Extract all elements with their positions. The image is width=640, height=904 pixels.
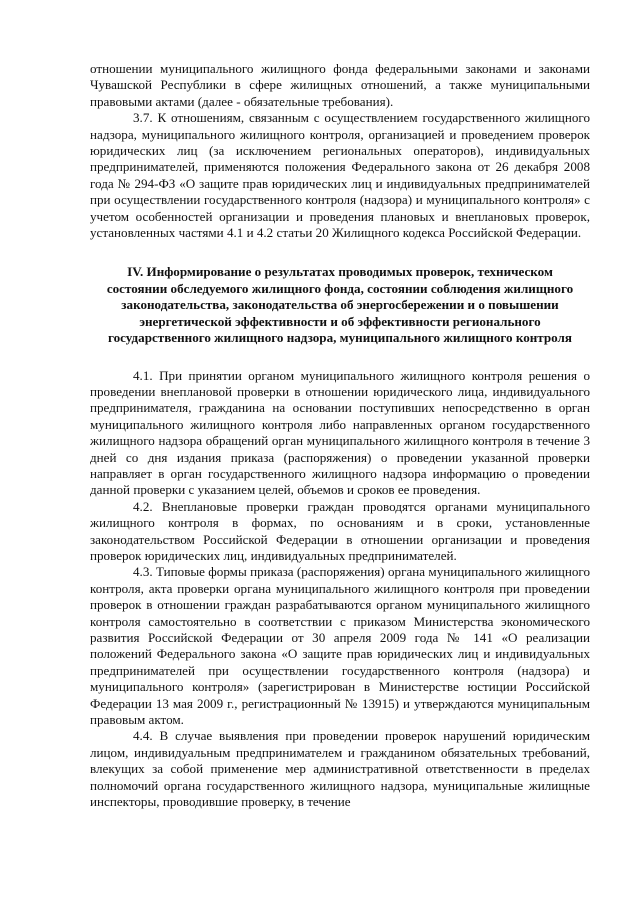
section-4-2-paragraph: 4.2. Внеплановые проверки граждан проводятся органами муниципального жилищного контроля в формах, по основаниям и в сроки, установленные законодательством Российской Федерации в отношении организации и проведения проверок юридических лиц, индивидуальных предпринимателей. xyxy=(90,498,590,563)
intro-paragraph: отношении муниципального жилищного фонда федеральными законами и законами Чувашской Республики в сфере жилищных отношений, а также муниципальными правовыми актами (далее - обязательные требования). xyxy=(90,61,590,109)
section-3-7-paragraph: 3.7. К отношениям, связанным с осуществлением государственного жилищного надзора, муниципального жилищного контроля, организацией и проведением проверок юридических лиц (за исключением региональных операторов), индивидуальных предпринимателей, применяются положения Федерального закона от 26 декабря 2008 года № 294-ФЗ «О защите прав юридических лиц и индивидуальных предпринимателей при осуществлении государственного контроля (надзора) и муниципального контроля» с учетом особенностей организации и проведения плановых и внеплановых проверок, установленных частями 4.1 и 4.2 статьи 20 Жилищного кодекса Российской Федерации. xyxy=(90,110,590,241)
section-4-4-paragraph: 4.4. В случае выявления при проведении проверок нарушений юридическим лицом, индивидуальным предпринимателем и гражданином обязательных требований, влекущих за собой применение мер административной ответственности в пределах полномочий органа государственного жилищного надзора, муниципальные жилищные инспекторы, проводившие проверку, в течение xyxy=(90,728,590,810)
heading-line: IV. Информирование о результатах проводимых проверок, техническом xyxy=(127,264,553,280)
section-4-3-paragraph: 4.3. Типовые формы приказа (распоряжения) органа муниципального жилищного контроля, акта проверки органа муниципального жилищного контроля при проведении проверок в отношении граждан разрабатываются органом муниципального жилищного контроля самостоятельно в соответствии с приказом Министерства экономического развития Российской Федерации от 30 апреля 2009 года № 141 «О реализации положений Федерального закона «О защите прав юридических лиц и индивидуальных предпринимателей при осуществлении государственного контроля (надзора) и муниципального контроля» (зарегистрирован в Министерстве юстиции Российской Федерации 13 мая 2009 г., регистрационный № 13915) и утверждаются муниципальным правовым актом. xyxy=(90,564,590,728)
section-iv-heading xyxy=(90,264,590,346)
heading-line: государственного жилищного надзора, муниципального жилищного контроля xyxy=(108,330,572,346)
heading-line: энергетической эффективности и об эффективности регионального xyxy=(139,313,541,329)
document-page xyxy=(90,61,590,810)
section-4-1-paragraph: 4.1. При принятии органом муниципального жилищного контроля решения о проведении внеплановой проверки в отношении юридического лица, индивидуального предпринимателя, гражданина на основании поступивших непосредственно в орган муниципального жилищного контроля либо направленных органом государственного жилищного надзора обращений орган муниципального жилищного контроля в течение 3 дней со дня издания приказа (распоряжения) о проведении указанной проверки направляет в орган государственного жилищного надзора информацию о проведении данной проверки с указанием целей, объемов и сроков ее проведения. xyxy=(90,367,590,498)
heading-line: законодательства, законодательства об энергосбережении и о повышении xyxy=(121,297,559,313)
heading-line: состоянии обследуемого жилищного фонда, состоянии соблюдения жилищного xyxy=(106,280,574,296)
